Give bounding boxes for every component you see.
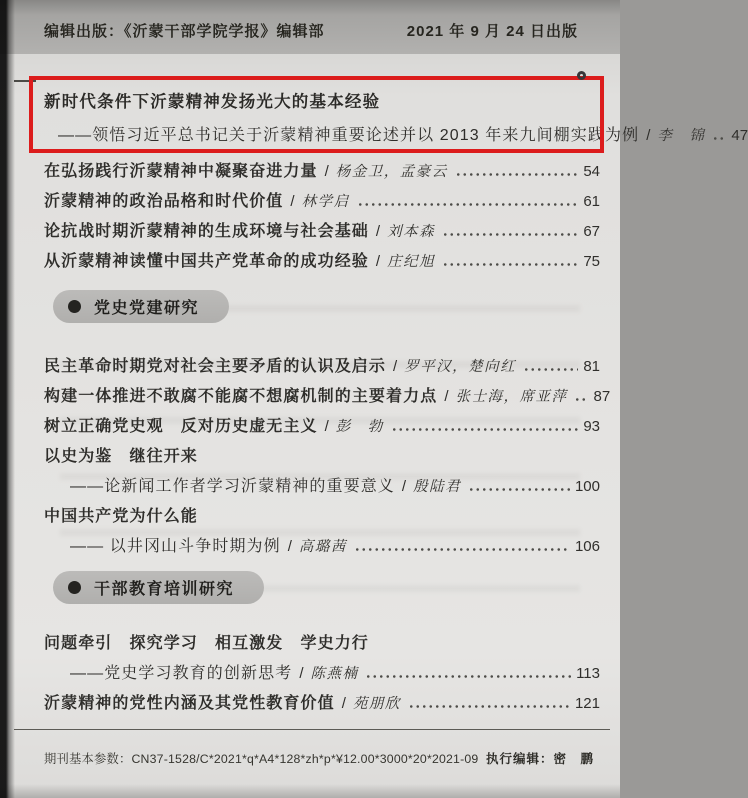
dot-leader — [391, 423, 579, 435]
section-badge-pill — [53, 571, 264, 604]
dot-leader — [523, 363, 578, 375]
featured-author: 李 锦 — [657, 128, 706, 144]
entry-separator: / — [393, 358, 398, 375]
entry-separator: / — [324, 163, 329, 180]
page-number: 93 — [583, 418, 600, 435]
photo-left-edge — [0, 0, 15, 798]
entry-author: 殷陆君 — [413, 479, 462, 495]
section-badge-cadre-training — [53, 571, 600, 604]
page-footer — [44, 749, 594, 767]
page-header-band — [0, 0, 620, 54]
page-number: 61 — [583, 193, 600, 210]
entry-title: 论抗战时期沂蒙精神的生成环境与社会基础 — [44, 223, 369, 240]
footer-rule — [14, 729, 610, 730]
toc-row — [44, 248, 600, 270]
page-number: 75 — [583, 253, 600, 270]
dot-leader — [442, 228, 578, 240]
entry-separator: / — [646, 127, 651, 144]
entry-author: 林学启 — [301, 194, 350, 210]
executive-editor-text: 执行编辑：密 鹏 — [485, 752, 594, 766]
toc-row — [44, 473, 600, 495]
entry-title: 以史为鉴 继往开来 — [44, 448, 198, 465]
featured-page-number: 47 — [731, 127, 748, 144]
featured-title: 新时代条件下沂蒙精神发扬光大的基本经验 — [44, 93, 381, 111]
featured-subtitle: ——领悟习近平总书记关于沂蒙精神重要论述并以 2013 年来九间棚实践为例 — [58, 127, 640, 144]
entry-author: 彭 勃 — [335, 419, 384, 435]
entry-author: 陈燕楠 — [310, 666, 359, 682]
entry-title: 民主革命时期党对社会主要矛盾的认识及启示 — [44, 358, 387, 375]
section-label: 干部教育培训研究 — [94, 581, 235, 598]
entry-title: 从沂蒙精神读懂中国共产党革命的成功经验 — [44, 253, 369, 270]
entry-author: 苑朋欣 — [352, 696, 401, 712]
entry-title: 构建一体推进不敢腐不能腐不想腐机制的主要着力点 — [44, 388, 438, 405]
dot-leader — [357, 198, 579, 210]
red-annotation-box — [29, 76, 604, 153]
entry-separator: / — [287, 538, 292, 555]
toc-row — [44, 413, 600, 435]
toc-row — [44, 353, 600, 375]
entry-separator: / — [341, 695, 346, 712]
photo-bottom-edge — [0, 784, 620, 798]
annotation-handle-icon — [577, 71, 586, 80]
toc-list — [44, 158, 611, 720]
dot-leader — [712, 132, 726, 144]
entry-separator: / — [375, 223, 381, 240]
page-number: 100 — [574, 478, 600, 495]
page-number: 54 — [583, 163, 600, 180]
section-badge-pill — [53, 290, 229, 323]
toc-row — [44, 660, 600, 682]
entry-separator: / — [299, 665, 304, 682]
publisher-text: 编辑出版：《沂蒙干部学院学报》编辑部 — [44, 22, 325, 40]
entry-title: ——论新闻工作者学习沂蒙精神的重要意义 — [70, 478, 395, 495]
page-number: 67 — [583, 223, 600, 240]
toc-row — [44, 443, 600, 465]
dot-leader — [455, 168, 579, 180]
entry-title: —— 以井冈山斗争时期为例 — [70, 538, 281, 555]
entry-separator: / — [375, 253, 381, 270]
entry-author: 杨金卫，孟豪云 — [335, 164, 448, 180]
entry-author: 罗平汉，楚向红 — [404, 359, 517, 375]
entry-title: 树立正确党史观 反对历史虚无主义 — [44, 418, 318, 435]
toc-row — [44, 158, 600, 180]
entry-separator: / — [444, 388, 449, 405]
entry-title: 问题牵引 探究学习 相互激发 学史力行 — [44, 635, 369, 652]
entry-title: 沂蒙精神的政治品格和时代价值 — [44, 193, 284, 210]
entry-author: 庄纪旭 — [387, 254, 436, 270]
section-badge-party-history — [53, 290, 600, 323]
dot-leader — [442, 258, 578, 270]
entry-separator: / — [290, 193, 295, 210]
page-number: 121 — [574, 695, 600, 712]
dot-leader — [408, 700, 570, 712]
dot-leader — [468, 483, 570, 495]
entry-separator: / — [324, 418, 329, 435]
toc-row — [44, 503, 600, 525]
toc-row — [44, 630, 600, 652]
section-label: 党史党建研究 — [94, 300, 200, 317]
page-number: 87 — [593, 388, 611, 405]
entry-author: 高璐茜 — [298, 539, 347, 555]
entry-title: 在弘扬践行沂蒙精神中凝聚奋进力量 — [44, 163, 318, 180]
entry-author: 张士海，席亚萍 — [455, 389, 568, 405]
bullet-dot-icon — [68, 581, 81, 594]
toc-row — [44, 188, 600, 210]
entry-title: 沂蒙精神的党性内涵及其党性教育价值 — [44, 695, 335, 712]
page-number: 106 — [574, 538, 600, 555]
toc-row — [44, 690, 600, 712]
page-number: 113 — [576, 665, 600, 682]
page-number: 81 — [583, 358, 600, 375]
entry-title: ——党史学习教育的创新思考 — [70, 665, 293, 682]
toc-row — [44, 533, 600, 555]
dot-leader — [365, 670, 571, 682]
publish-date-text: 2021 年 9 月 24 日出版 — [406, 22, 578, 40]
entry-title: 中国共产党为什么能 — [44, 508, 198, 525]
bullet-dot-icon — [68, 300, 81, 313]
entry-author: 刘本森 — [387, 224, 436, 240]
journal-params-text: 期刊基本参数：CN37-1528/C*2021*q*A4*128*zh*p*¥12.00*3000*20*2021-09 — [44, 752, 479, 766]
dot-leader — [574, 393, 588, 405]
dot-leader — [354, 543, 570, 555]
entry-separator: / — [401, 478, 407, 495]
toc-row — [44, 383, 611, 405]
toc-row — [44, 218, 600, 240]
